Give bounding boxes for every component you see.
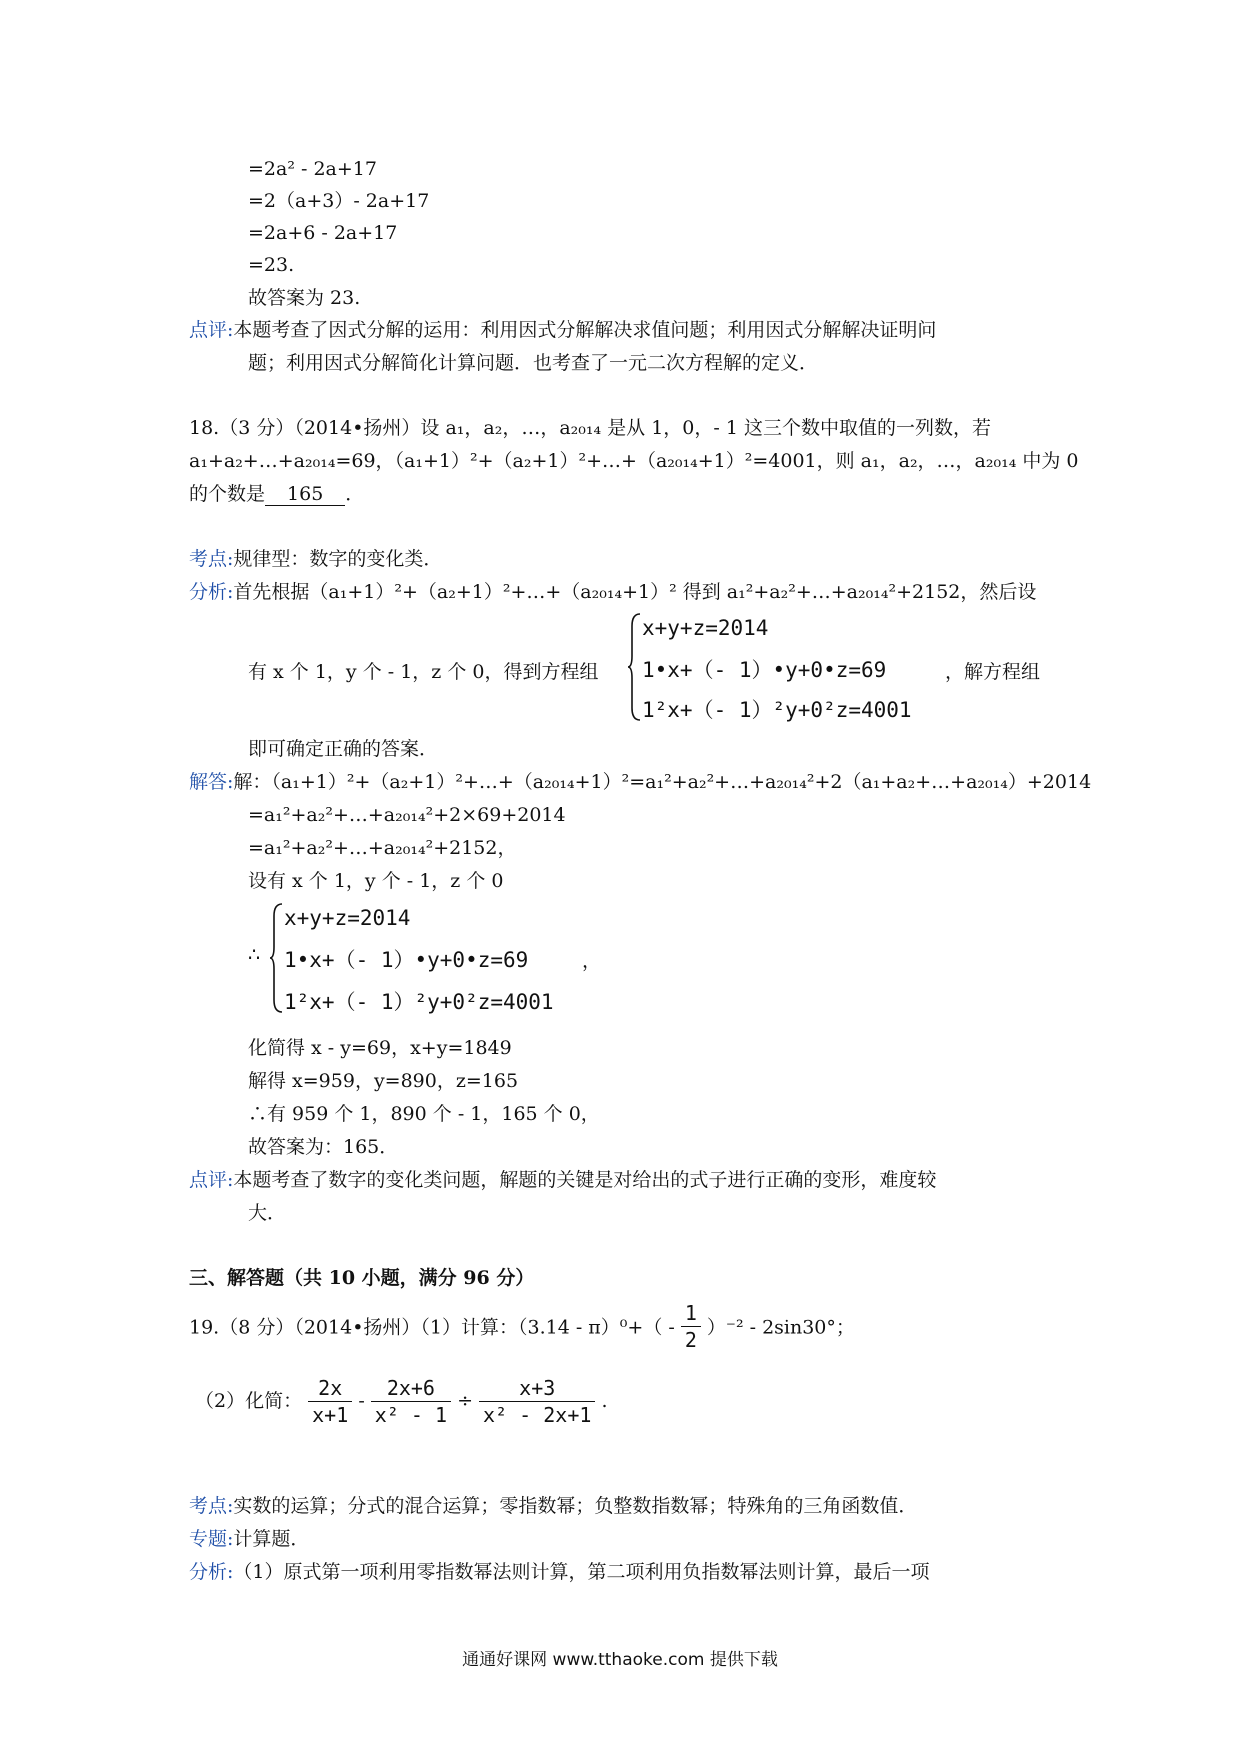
equation-system [628,612,958,722]
jieda-text: ∴有 959 个 1，890 个 - 1，165 个 0， [248,1103,600,1125]
brace-icon [270,902,284,1014]
jieda-text: 解得 x=959，y=890，z=165 [248,1070,519,1092]
comment-text: 本题考查了数字的变化类问题，解题的关键是对给出的式子进行正确的变形，难度较 [233,1169,937,1191]
part2-label: （2）化简： [195,1390,303,1412]
divide-sign: ÷ [457,1390,473,1412]
question-19-part2 [195,1378,608,1425]
answer-blank: 165 [265,485,345,506]
fenxi-block [189,583,1036,602]
fraction-numerator: 1 [681,1303,701,1327]
comment-block [189,1171,936,1190]
fenxi-text: 有 x 个 1，y 个 - 1，z 个 0，得到方程组 [248,661,599,683]
fraction-1 [308,1378,352,1425]
jieda-text: 设有 x 个 1，y 个 - 1，z 个 0 [248,870,504,892]
question-19-suffix: ）⁻² - 2sin30°； [706,1316,855,1339]
fenxi-label: 分析: [189,581,234,603]
equation-2: 1•x+（- 1）•y+0•z=69 [642,658,887,682]
fraction-2 [371,1378,451,1425]
jieda-text: =a₁²+a₂²+…+a₂₀₁₄²+2×69+2014 [248,804,566,826]
question-19-prefix: 19.（8 分）（2014•扬州）（1）计算：（3.14 - π）⁰+（ - [189,1316,675,1339]
section-heading: 三、解答题（共 10 小题，满分 96 分） [189,1267,535,1289]
comment-block [189,321,936,340]
therefore-symbol: ∴ [248,944,261,966]
fenxi-text: （1）原式第一项利用零指数幂法则计算，第二项利用负指数幂法则计算，最后一项 [233,1561,930,1583]
question-18-text: 18.（3 分）（2014•扬州）设 a₁，a₂，…，a₂₀₁₄ 是从 1，0，- 1 这三个数中取值的一列数，若 [189,417,991,439]
question-18-text [189,485,364,506]
period: . [601,1390,608,1412]
fraction-denominator: x² - 1 [374,1403,448,1427]
equation-2: 1•x+（- 1）•y+0•z=69 [284,948,529,972]
comment-text: 大． [248,1202,287,1224]
equation-3: 1²x+（- 1）²y+0²z=4001 [642,698,912,722]
question-18-suffix: ． [345,483,365,505]
question-18-text: a₁+a₂+…+a₂₀₁₄=69，（a₁+1）²+（a₂+1）²+…+（a₂₀₁₄+1）²=4001，则 a₁，a₂，…，a₂₀₁₄ 中为 0 [189,450,1079,472]
fenxi-text: 首先根据（a₁+1）²+（a₂+1）²+…+（a₂₀₁₄+1）² 得到 a₁²+a₂²+…+a₂₀₁₄²+2152，然后设 [233,581,1037,603]
fraction-numerator: 2x [308,1378,352,1402]
solution-line: =2a+6 - 2a+17 [248,222,398,244]
fenxi-text: 即可确定正确的答案． [248,738,439,760]
fraction-numerator: 2x+6 [371,1378,451,1402]
minus-sign: - [358,1390,365,1412]
system-comma: ， [582,950,602,972]
question-18-prefix: 的个数是 [189,483,266,505]
jieda-text: 解：（a₁+1）²+（a₂+1）²+…+（a₂₀₁₄+1）²=a₁²+a₂²+…+a₂₀₁₄²+2（a₁+a₂+…+a₂₀₁₄）+2014 [233,771,1092,793]
kaodian-text: 实数的运算；分式的混合运算；零指数幂；负整数指数幂；特殊角的三角函数值． [233,1495,918,1517]
equation-1: x+y+z=2014 [284,906,411,930]
equation-1: x+y+z=2014 [642,616,769,640]
fraction-numerator: x+3 [479,1378,595,1402]
jieda-block [189,773,1091,792]
fraction-denominator: x+1 [312,1403,349,1427]
kaodian-block [189,550,442,569]
comment-text: 本题考查了因式分解的运用：利用因式分解解决求值问题；利用因式分解解决证明问 [233,319,937,341]
kaodian-label: 考点: [189,548,234,570]
jieda-text: 化简得 x - y=69，x+y=1849 [248,1037,512,1059]
fenxi-block [189,1563,930,1582]
fraction-half [681,1303,701,1350]
zhuanti-label: 专题: [189,1528,234,1550]
jieda-text: =a₁²+a₂²+…+a₂₀₁₄²+2152， [248,837,517,859]
kaodian-label: 考点: [189,1495,234,1517]
page-footer: 通通好课网 www.tthaoke.com 提供下载 [462,1650,778,1670]
comment-label: 点评: [189,319,234,341]
answer-line: 故答案为 23. [248,287,361,309]
answer-line: 故答案为：165． [248,1136,399,1158]
equation-system [270,902,600,1014]
kaodian-text: 规律型：数字的变化类． [233,548,443,570]
fenxi-label: 分析: [189,1561,234,1583]
question-19-text [189,1301,855,1352]
zhuanti-text: 计算题． [233,1528,310,1550]
jieda-label: 解答: [189,771,234,793]
comment-text: 题；利用因式分解简化计算问题．也考查了一元二次方程解的定义． [248,352,819,374]
solution-line: =2（a+3）- 2a+17 [248,190,430,212]
brace-icon [628,612,642,722]
comment-label: 点评: [189,1169,234,1191]
solution-line: =23. [248,254,295,276]
equation-3: 1²x+（- 1）²y+0²z=4001 [284,990,554,1014]
fraction-3 [479,1378,595,1425]
kaodian-block [189,1497,917,1516]
zhuanti-block [189,1530,309,1549]
fenxi-text: ，解方程组 [945,661,1041,683]
fraction-denominator: x² - 2x+1 [483,1403,592,1427]
solution-line: =2a² - 2a+17 [248,158,377,180]
fraction-denominator: 2 [684,1328,697,1352]
